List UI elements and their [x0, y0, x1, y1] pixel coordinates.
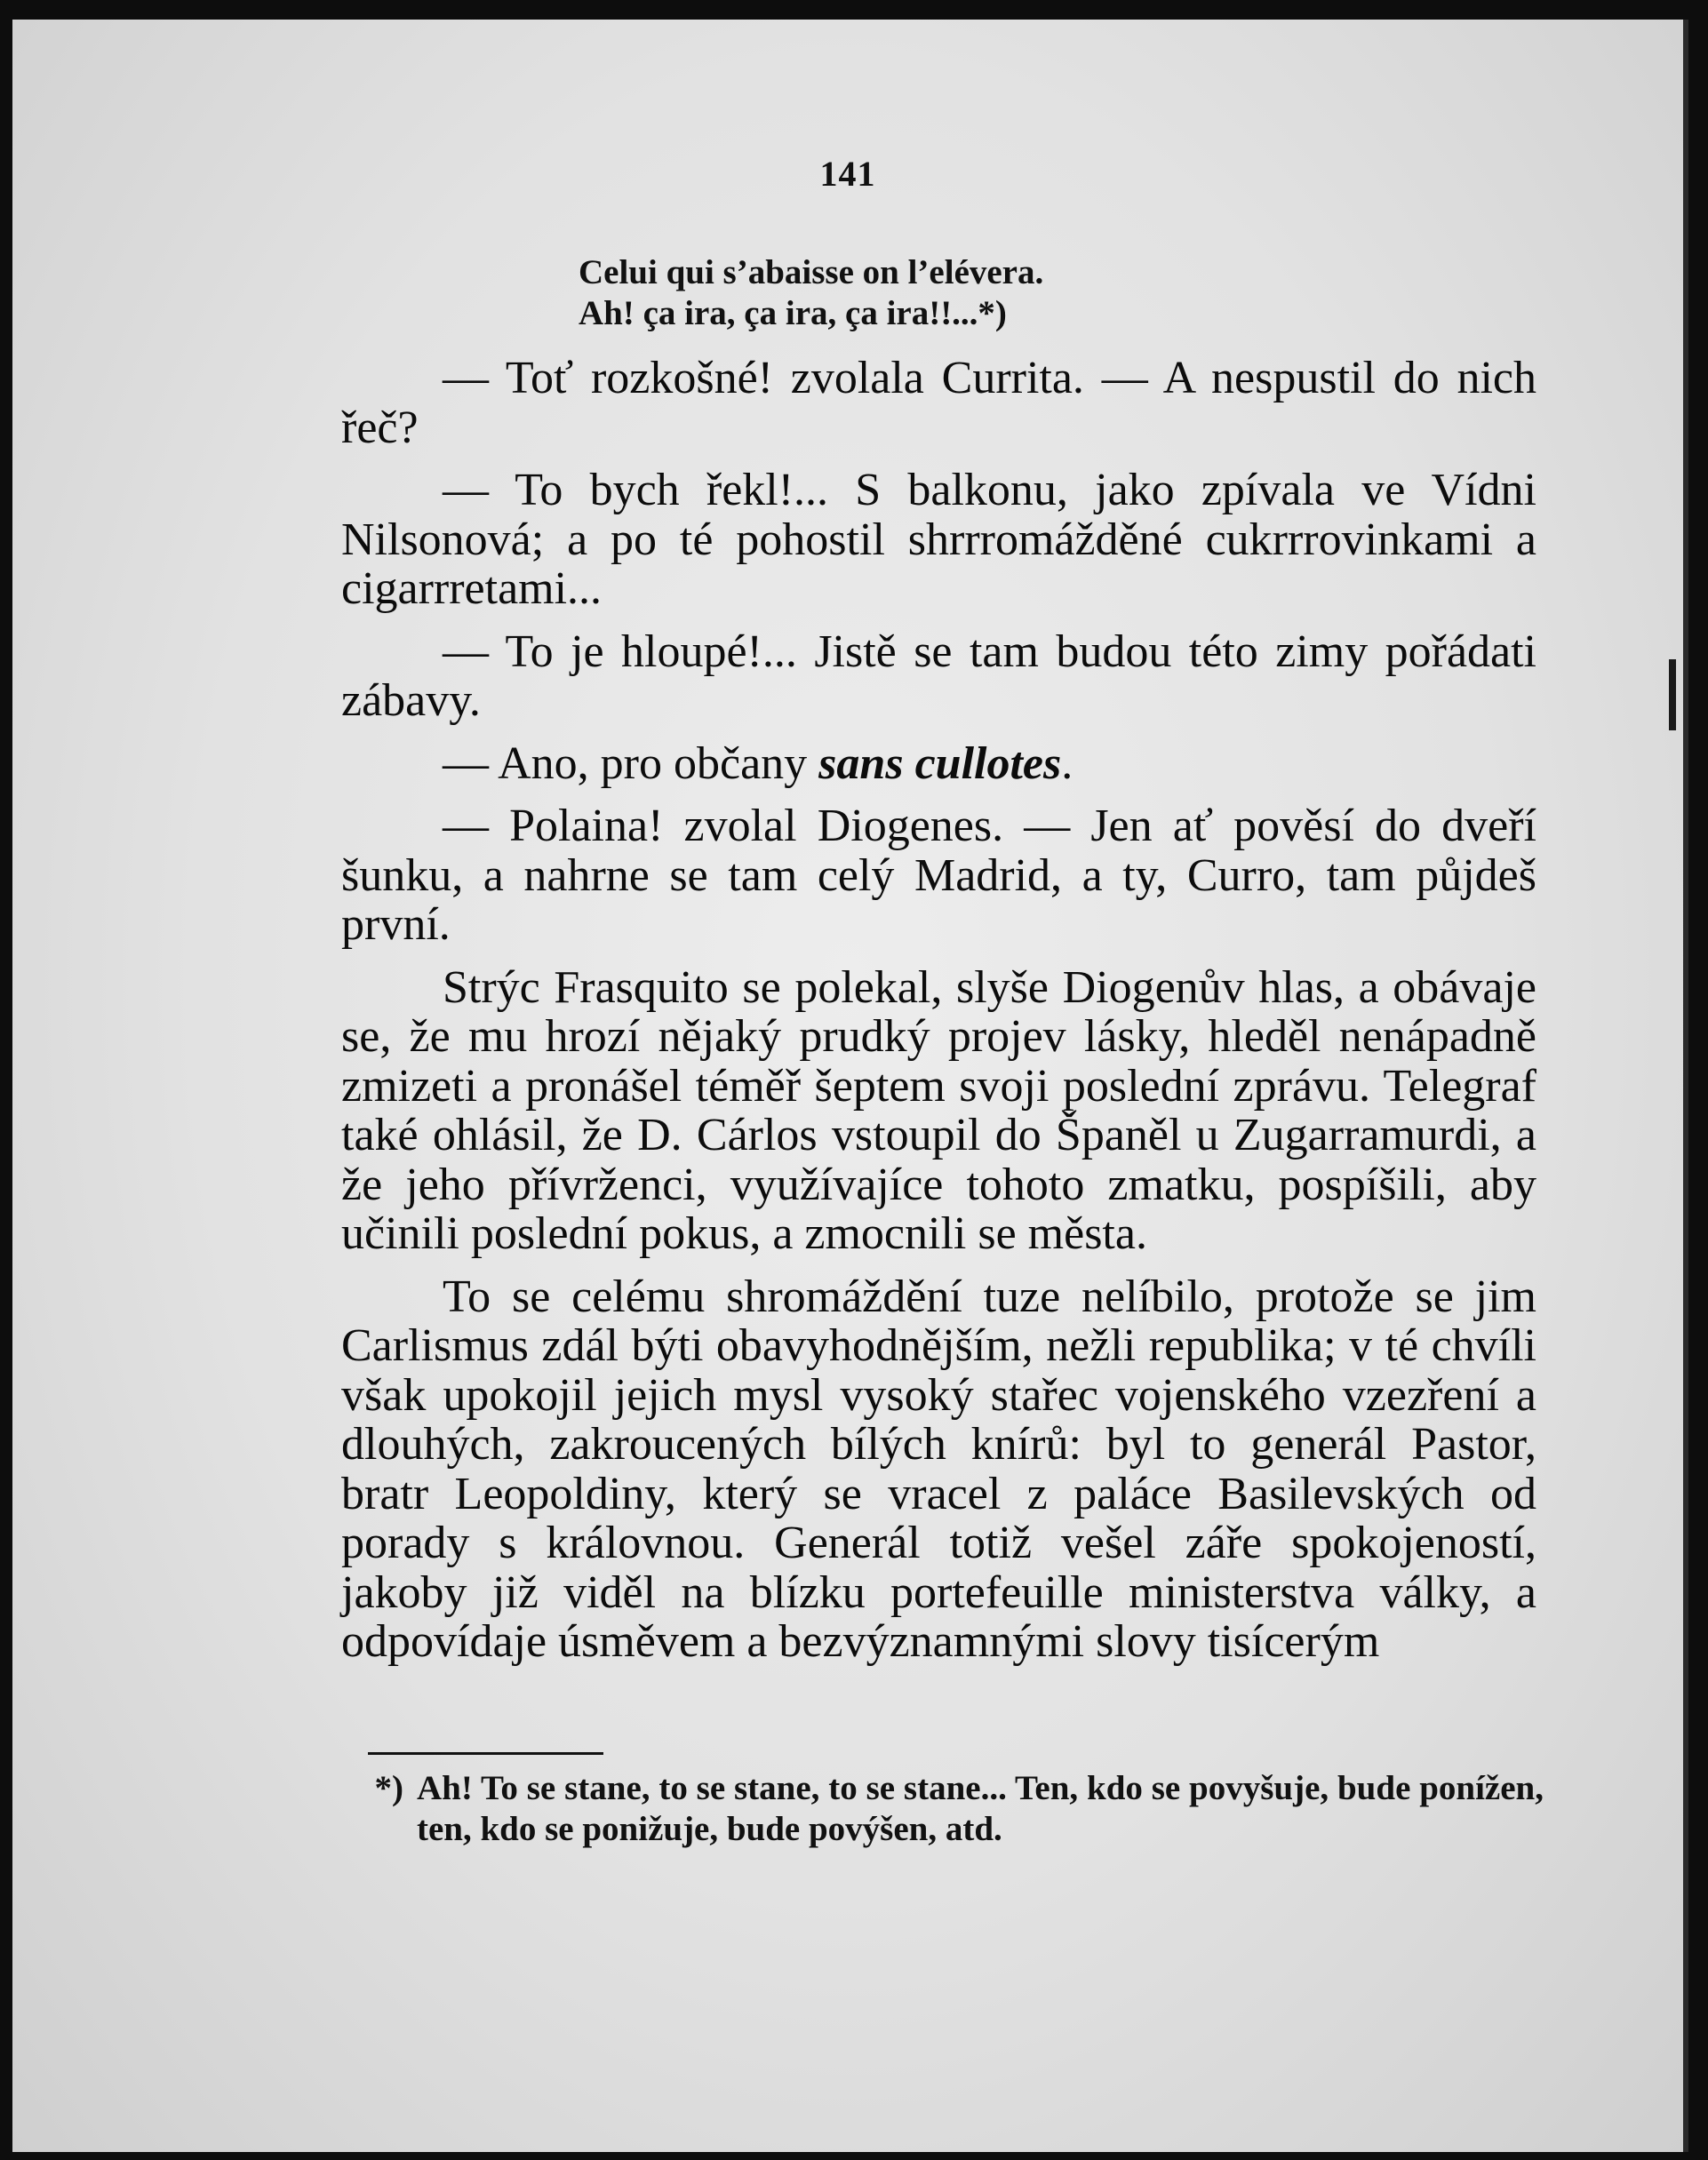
verse-line: Ah! ça ira, ça ira, ça ira!!...*) — [579, 294, 1007, 332]
paragraph: — Toť rozkošné! zvolala Currita. — A nespustil do nich řeč? — [341, 353, 1536, 453]
paragraph: — To je hloupé!... Jistě se tam budou této zimy pořádati zábavy. — [341, 626, 1536, 726]
paragraph: To se celému shromáždění tuze nelíbilo, protože se jim Carlismus zdál býti obavyhodnějším, nežli republika; v té chvíli však upokojil jejich mysl vysoký stařec vojenského vzezření a dlouhých, zakroucených bílých knírů: byl to generál Pastor, bratr Leopoldiny, který se vracel z paláce Basilevských od porady s královnou. Generál totiž vešel záře spokojeností, jakoby již viděl na blízku portefeuille ministerstva války, a odpovídaje úsměvem a bezvýznamnými slovy tisícerým — [341, 1271, 1536, 1667]
page-number: 141 — [819, 154, 876, 194]
paragraph: — To bych řekl!... S balkonu, jako zpívala ve Vídni Nilsonová; a po té pohostil shrrromážděné cukrrrovinkami a cigarrretami... — [341, 465, 1536, 614]
verse-quote — [579, 252, 1043, 334]
verse-line: Celui qui s’abaisse on l’elévera. — [579, 253, 1044, 291]
paragraph — [341, 739, 1536, 789]
book-page — [12, 20, 1688, 2152]
footnote — [374, 1768, 1544, 1850]
scan-edge-mark — [1669, 659, 1676, 730]
italic-phrase: sans cullotes — [818, 737, 1062, 789]
footnote-text: Ah! To se stane, to se stane, to se stane... Ten, kdo se povyšuje, bude ponížen, ten, kdo se ponižuje, bude povýšen, atd. — [417, 1769, 1544, 1848]
paragraph-prefix: — Ano, pro občany — [443, 737, 819, 789]
footnote-marker: *) — [374, 1769, 403, 1807]
paragraph-suffix: . — [1061, 737, 1073, 789]
footnote-rule — [368, 1752, 603, 1755]
paragraph: — Polaina! zvolal Diogenes. — Jen ať pověsí do dveří šunku, a nahrne se tam celý Madrid, a ty, Curro, tam půjdeš první. — [341, 801, 1536, 950]
paragraph: Strýc Frasquito se polekal, slyše Diogenův hlas, a obávaje se, že mu hrozí nějaký prudký projev lásky, hleděl nenápadně zmizeti a pronášel téměř šeptem svoji poslední zprávu. Telegraf také ohlásil, že D. Cárlos vstoupil do Španěl u Zugarramurdi, a že jeho přívrženci, využívajíce tohoto zmatku, pospíšili, aby učinili poslední pokus, a zmocnili se města. — [341, 961, 1536, 1259]
body-text — [341, 354, 1536, 1680]
